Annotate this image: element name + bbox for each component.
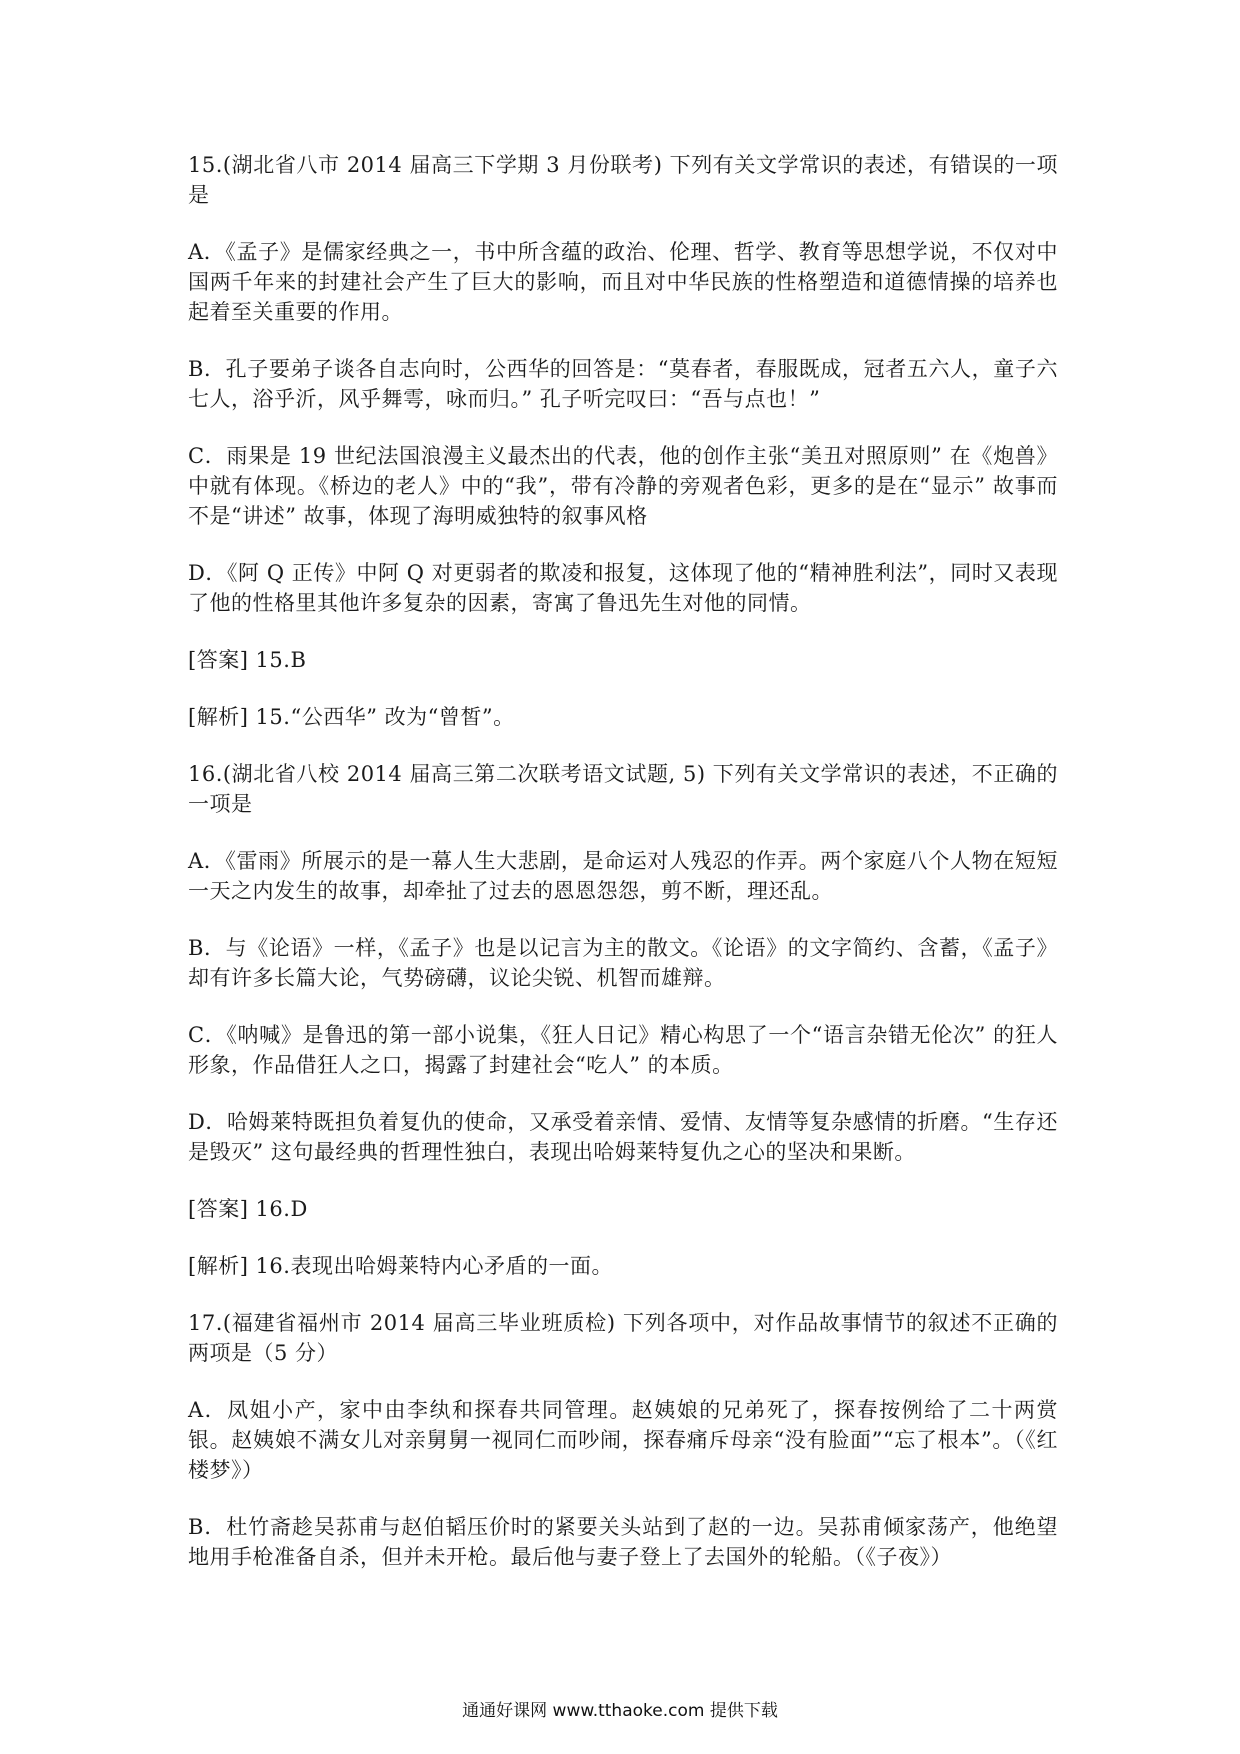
question-16-analysis: [解析] 16.表现出哈姆莱特内心矛盾的一面。 — [188, 1254, 613, 1278]
question-15-option-a: A．《孟子》是儒家经典之一，书中所含蕴的政治、伦理、哲学、教育等思想学说，不仅对中国两千年来的封建社会产生了巨大的影响，而且对中华民族的性格塑造和道德情操的培养也起着至关重要的作用。 — [188, 240, 1058, 324]
question-15-answer: [答案] 15.B — [188, 648, 307, 672]
question-16-option-c: C．《呐喊》是鲁迅的第一部小说集，《狂人日记》精心构思了一个“语言杂错无伦次” 的狂人形象，作品借狂人之口，揭露了封建社会“吃人” 的本质。 — [188, 1023, 1058, 1077]
question-17-stem: 17.(福建省福州市 2014 届高三毕业班质检) 下列各项中，对作品故事情节的叙述不正确的两项是（5 分） — [188, 1311, 1058, 1365]
question-16-option-d: D．哈姆莱特既担负着复仇的使命，又承受着亲情、爱情、友情等复杂感情的折磨。“生存还是毁灭” 这句最经典的哲理性独白，表现出哈姆莱特复仇之心的坚决和果断。 — [188, 1110, 1058, 1164]
question-15-option-b: B．孔子要弟子谈各自志向时，公西华的回答是：“莫春者，春服既成，冠者五六人，童子六七人，浴乎沂，风乎舞雩，咏而归。” 孔子听完叹曰：“吾与点也！” — [188, 357, 1058, 411]
document-body — [188, 150, 1058, 1599]
question-16-option-a: A．《雷雨》所展示的是一幕人生大悲剧，是命运对人残忍的作弄。两个家庭八个人物在短短一天之内发生的故事，却牵扯了过去的恩恩怨怨，剪不断，理还乱。 — [188, 849, 1058, 903]
question-15-stem: 15.(湖北省八市 2014 届高三下学期 3 月份联考) 下列有关文学常识的表述，有错误的一项是 — [188, 153, 1058, 207]
question-17-option-b: B．杜竹斋趁吴荪甫与赵伯韬压价时的紧要关头站到了赵的一边。吴荪甫倾家荡产，他绝望地用手枪准备自杀，但并未开枪。最后他与妻子登上了去国外的轮船。（《子夜》） — [188, 1515, 1058, 1569]
question-16-option-b: B．与《论语》一样，《孟子》也是以记言为主的散文。《论语》的文字简约、含蓄，《孟子》却有许多长篇大论，气势磅礴，议论尖锐、机智而雄辩。 — [188, 936, 1058, 990]
footer-watermark: 通通好课网 www.tthaoke.com 提供下载 — [462, 1701, 778, 1721]
question-15-option-d: D．《阿 Q 正传》中阿 Q 对更弱者的欺凌和报复，这体现了他的“精神胜利法”，同时又表现了他的性格里其他许多复杂的因素，寄寓了鲁迅先生对他的同情。 — [188, 561, 1058, 615]
question-15-analysis: [解析] 15.“公西华” 改为“曾皙”。 — [188, 705, 515, 729]
question-17-option-a: A．凤姐小产，家中由李纨和探春共同管理。赵姨娘的兄弟死了，探春按例给了二十两赏银。赵姨娘不满女儿对亲舅舅一视同仁而吵闹，探春痛斥母亲“没有脸面”“忘了根本”。（《红楼梦》） — [188, 1398, 1058, 1482]
question-16-stem: 16.(湖北省八校 2014 届高三第二次联考语文试题, 5) 下列有关文学常识的表述，不正确的一项是 — [188, 762, 1058, 816]
question-15-option-c: C．雨果是 19 世纪法国浪漫主义最杰出的代表，他的创作主张“美丑对照原则” 在《炮兽》中就有体现。《桥边的老人》中的“我”，带有冷静的旁观者色彩，更多的是在“显示” 故事而不是“讲述” 故事，体现了海明威独特的叙事风格 — [188, 444, 1058, 528]
question-16-answer: [答案] 16.D — [188, 1197, 308, 1221]
